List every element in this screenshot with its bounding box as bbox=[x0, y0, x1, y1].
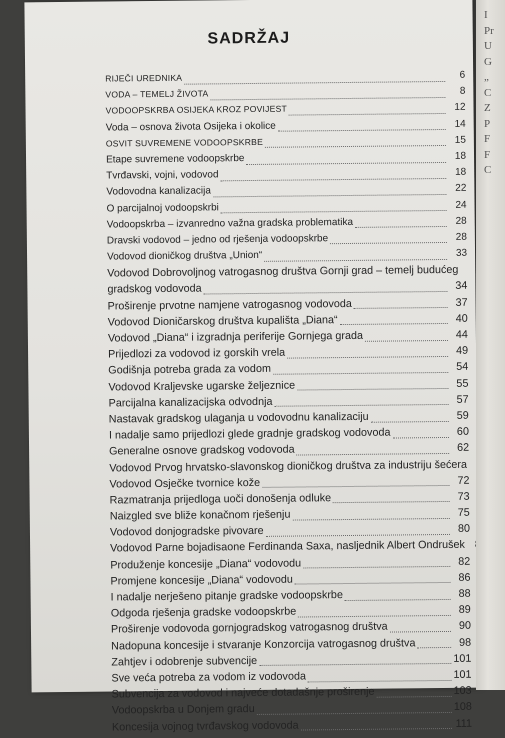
toc-page-number: 80 bbox=[452, 523, 470, 535]
toc-page-number: 72 bbox=[451, 474, 469, 486]
toc-page-number: 18 bbox=[448, 151, 466, 162]
toc-entry-title: Generalne osnove gradskog vodovoda bbox=[109, 444, 295, 458]
toc-page-number: 59 bbox=[451, 410, 469, 422]
toc-page-number: 90 bbox=[453, 620, 471, 632]
toc-leader-dots bbox=[340, 323, 448, 325]
toc-page-number: 49 bbox=[450, 345, 468, 357]
toc-entry-title: Nadopuna koncesije i stvaranje Konzorcija vatrogasnog društva bbox=[111, 637, 415, 652]
toc-entry-title: Tvrđavski, vojni, vodovod bbox=[106, 169, 218, 181]
toc-leader-dots bbox=[257, 712, 452, 715]
toc-entry-title: Vodovod Dobrovoljnog vatrogasnog društva Gornji grad – temelj budućeg bbox=[107, 264, 458, 280]
toc-leader-dots bbox=[295, 582, 451, 585]
toc-entry-title: OSVIT SUVREMENE VODOOPSKRBE bbox=[106, 137, 263, 149]
toc-leader-dots bbox=[210, 97, 445, 100]
toc-entry-title: Vodovodna kanalizacija bbox=[106, 186, 211, 198]
toc-entry-title: Razmatranja prijedloga uoči donošenja odluke bbox=[110, 492, 332, 506]
toc-page-number: 6 bbox=[447, 70, 465, 81]
facing-page-edge bbox=[476, 0, 505, 690]
toc-leader-dots bbox=[303, 566, 450, 569]
toc-page-number: 37 bbox=[450, 296, 468, 308]
toc-entry-title: Sve veća potreba za vodom iz vodovoda bbox=[111, 670, 306, 684]
toc-page-number: 55 bbox=[450, 377, 468, 389]
toc-leader-dots bbox=[333, 501, 450, 503]
toc-leader-dots bbox=[365, 340, 448, 342]
toc-entry-title: Vodovod „Diana“ i izgradnja periferije Gornjega grada bbox=[108, 330, 363, 345]
toc-leader-dots bbox=[275, 404, 449, 407]
toc-page-number: 54 bbox=[450, 361, 468, 373]
toc-page-number: 101 bbox=[453, 669, 471, 681]
toc-entry-title: Vodovod Parne bojadisaone Ferdinanda Saxa, nasljednik Albert Ondrušek bbox=[110, 539, 465, 555]
toc-page-number: 88 bbox=[453, 588, 471, 600]
toc-leader-dots bbox=[265, 145, 446, 148]
page-title: SADRŽAJ bbox=[25, 28, 473, 51]
toc-leader-dots bbox=[247, 161, 447, 164]
toc-page-number: 40 bbox=[450, 313, 468, 325]
toc-entry-title: Parcijalna kanalizacijska odvodnja bbox=[109, 396, 273, 410]
toc-page-number: 108 bbox=[454, 701, 472, 713]
toc-entry-title: Dravski vodovod – jedno od rješenja vodoopskrbe bbox=[107, 233, 328, 246]
toc-page-number: 86 bbox=[452, 572, 470, 584]
toc-entry-title: Prijedlozi za vodovod iz gorskih vrela bbox=[108, 347, 285, 361]
toc-page-number: 82 bbox=[452, 555, 470, 567]
toc-page-number: 89 bbox=[453, 604, 471, 616]
toc-page-number: 24 bbox=[448, 199, 466, 210]
toc-leader-dots bbox=[262, 485, 449, 488]
toc-entry-title: Promjene koncesije „Diana“ vodovodu bbox=[110, 573, 293, 587]
toc-leader-dots bbox=[278, 129, 446, 132]
toc-leader-dots bbox=[273, 372, 448, 375]
toc-leader-dots bbox=[354, 307, 448, 309]
toc-entry-title: I nadalje samo prijedlozi glede gradnje gradskog vodovoda bbox=[109, 427, 391, 442]
book-page bbox=[24, 0, 479, 692]
toc-page-number: 111 bbox=[454, 717, 472, 729]
facing-page-text: I Pr U G „ C Z P F F C bbox=[484, 8, 494, 179]
toc-page-number: 34 bbox=[449, 280, 467, 292]
toc-entry-title: Vodoopskrba u Donjem gradu bbox=[112, 703, 255, 716]
toc-leader-dots bbox=[417, 647, 451, 648]
toc-entry-title: Vodoopskrba – izvanredno važna gradska problematika bbox=[107, 217, 353, 231]
toc-entry-title: Zahtjev i odobrenje subvencije bbox=[111, 655, 257, 669]
toc-entry-title: I nadalje nerješeno pitanje gradske vodoopskrbe bbox=[111, 589, 343, 603]
toc-page-number: 98 bbox=[453, 636, 471, 648]
toc-leader-dots bbox=[330, 242, 447, 244]
toc-entry-title: Naizgled sve bliže konačnom rješenju bbox=[110, 509, 291, 523]
toc-entry-title: Subvencija za vodovod i najveće dotadašnje proširenje bbox=[112, 686, 375, 701]
toc-leader-dots bbox=[259, 663, 451, 666]
toc-entry-title: Vodovod dioničkog društva „Union“ bbox=[107, 250, 262, 263]
toc-entry-title: Vodovod Prvog hrvatsko-slavonskog dioničkog društva za industriju šećera bbox=[109, 458, 467, 474]
toc-leader-dots bbox=[377, 696, 452, 698]
toc-entry-title: Produženje koncesije „Diana“ vodovodu bbox=[110, 557, 301, 571]
toc-page-number: 60 bbox=[451, 426, 469, 438]
toc-entry-title: Vodovod donjogradske pivovare bbox=[110, 525, 264, 539]
toc-page-number: 28 bbox=[449, 215, 467, 226]
toc-entry-title: Vodovod Kraljevske ugarske željeznice bbox=[108, 379, 295, 393]
toc-leader-dots bbox=[287, 356, 448, 359]
toc-leader-dots bbox=[371, 420, 449, 422]
toc-page-number: 75 bbox=[452, 507, 470, 519]
toc-entry-title: Nastavak gradskog ulaganja u vodovodnu kanalizaciju bbox=[109, 411, 369, 426]
toc-leader-dots bbox=[213, 194, 446, 197]
toc-leader-dots bbox=[264, 259, 447, 262]
toc-entry-title: Godišnja potreba grada za vodom bbox=[108, 363, 271, 377]
toc-entry-title: Voda – osnova života Osijeka i okolice bbox=[106, 120, 276, 133]
toc-leader-dots bbox=[345, 599, 451, 601]
toc-entry-title: VODOOPSKRBA OSIJEKA KROZ POVIJEST bbox=[105, 104, 286, 116]
toc-leader-dots bbox=[392, 437, 448, 439]
toc-leader-dots bbox=[266, 534, 450, 537]
toc-entry-title: RIJEČI UREDNIKA bbox=[105, 73, 182, 84]
toc-leader-dots bbox=[308, 679, 452, 682]
toc-page-number: 103 bbox=[454, 685, 472, 697]
toc-leader-dots bbox=[301, 728, 452, 731]
toc-entry-title: Koncesija vojnog tvrđavskog vodovoda bbox=[112, 719, 299, 733]
toc-page-number: 101 bbox=[453, 652, 471, 664]
toc-leader-dots bbox=[390, 631, 451, 633]
toc-leader-dots bbox=[355, 226, 447, 228]
toc-entry-title: Proširenje vodovoda gornjogradskog vatrogasnog društva bbox=[111, 621, 388, 636]
toc-leader-dots bbox=[221, 210, 447, 213]
toc-leader-dots bbox=[221, 178, 447, 181]
toc-page-number: 8 bbox=[447, 86, 465, 97]
toc-leader-dots bbox=[297, 388, 448, 391]
toc-page-number: 12 bbox=[447, 102, 465, 113]
toc-page-number: 57 bbox=[451, 393, 469, 405]
toc-page-number: 22 bbox=[448, 183, 466, 194]
toc-entry-title: Vodovod Osječke tvornice kože bbox=[109, 477, 260, 491]
toc-entry-title: Proširenje prvotne namjene vatrogasnog vodovoda bbox=[108, 298, 352, 313]
toc-page-number: 33 bbox=[449, 248, 467, 259]
toc-leader-dots bbox=[297, 453, 450, 456]
toc-entry-title: Etape suvremene vodoopskrbe bbox=[106, 153, 245, 165]
toc-page-number: 18 bbox=[448, 167, 466, 178]
toc-entry-title: gradskog vodovoda bbox=[107, 283, 201, 296]
toc-leader-dots bbox=[298, 615, 451, 618]
toc-leader-dots bbox=[204, 291, 448, 295]
toc-entry-title: O parcijalnoj vodoopskrbi bbox=[107, 202, 219, 214]
toc-page-number: 15 bbox=[448, 134, 466, 145]
toc-page-number: 28 bbox=[449, 232, 467, 243]
toc-entry-title: Vodovod Dioničarskog društva kupališta „Diana“ bbox=[108, 314, 338, 328]
toc-page-number: 73 bbox=[452, 491, 470, 503]
toc-page-number: 62 bbox=[451, 442, 469, 454]
toc-entry-title: Odgoda rješenja gradske vodoopskrbe bbox=[111, 606, 297, 620]
table-of-contents bbox=[105, 70, 472, 737]
toc-page-number: 14 bbox=[448, 118, 466, 129]
toc-leader-dots bbox=[292, 518, 449, 521]
toc-entry bbox=[112, 717, 472, 737]
toc-entry-title: VODA – TEMELJ ŽIVOTA bbox=[105, 89, 208, 100]
toc-leader-dots bbox=[289, 113, 446, 116]
toc-leader-dots bbox=[184, 81, 445, 85]
toc-page-number: 44 bbox=[450, 329, 468, 341]
